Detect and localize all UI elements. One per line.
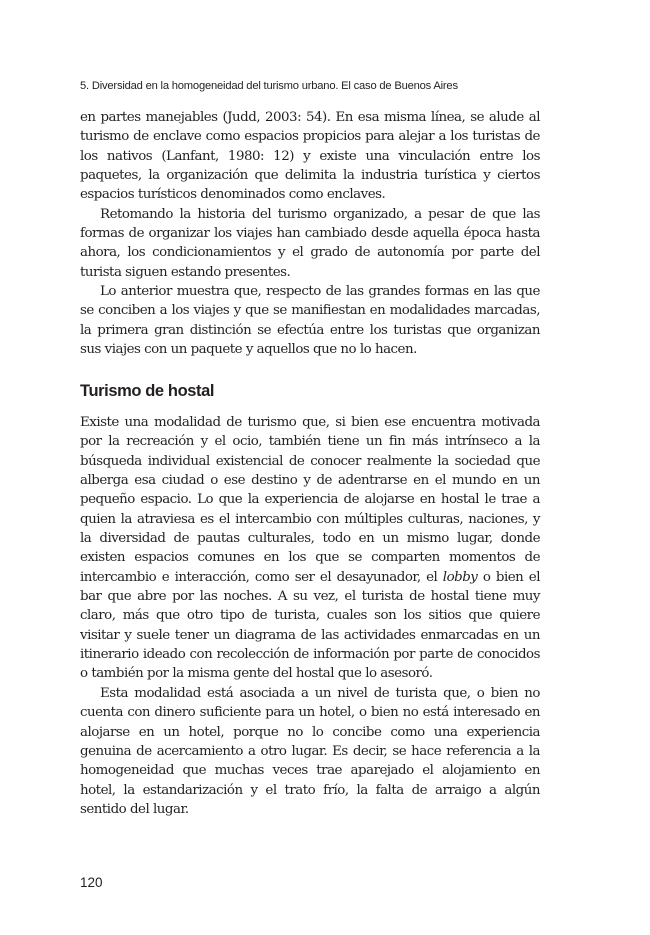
running-head: 5. Diversidad en la homogeneidad del turismo urbano. El caso de Buenos Aires: [80, 80, 458, 92]
italic-term: lobby: [442, 569, 478, 585]
paragraph: en partes manejables (Judd, 2003: 54). En esa misma línea, se alude al turismo de enclave como espacios propicios para alejar a los turistas de los nativos (Lanfant, 1980: 12) y existe una vinculación entre los paquetes, la organización que delimita la industria turística y ciertos espacios turísticos denominados como enclaves.: [80, 110, 540, 203]
section-body: [80, 413, 540, 819]
section-heading: Turismo de hostal: [80, 382, 215, 400]
paragraph: Esta modalidad está asociada a un nivel de turista que, o bien no cuenta con dinero suficiente para un hotel, o bien no está interesado en alojarse en un hotel, porque no lo concibe como una experiencia genuina de acercamiento a otro lugar. Es decir, se hace referencia a la homogeneidad que muchas veces trae aparejado el alojamiento en hotel, la estandarización y el trato frío, la falta de arraigo a algún sentido del lugar.: [80, 685, 540, 817]
page-number: 120: [80, 875, 103, 890]
paragraph-text: Existe una modalidad de turismo que, si bien ese encuentra motivada por la recreación y el ocio, también tiene un fin más intrínseco a la búsqueda individual existencial de conocer realmente la sociedad que alberga esa ciudad o ese destino y de adentrarse en el mundo en un pequeño espacio. Lo que la experiencia de alojarse en hostal le trae a quien la atraviesa es el intercambio con múltiples culturas, naciones, y la diversidad de pautas culturales, todo en un mismo lugar, donde existen espacios comunes en los que se comparten momentos de intercambio e interacción, como ser el desayunador, el: [80, 415, 540, 585]
paragraph: [80, 413, 540, 684]
body-text-top: [80, 108, 540, 359]
paragraph: Lo anterior muestra que, respecto de las grandes formas en las que se conciben a los viajes y que se manifiestan en modalidades marcadas, la primera gran distinción se efectúa entre los turistas que organizan sus viajes con un paquete y aquellos que no lo hacen.: [80, 284, 540, 358]
paragraph-text: o bien el bar que abre por las noches. A su vez, el turista de hostal tiene muy claro, más que otro tipo de turista, cuales son los sitios que quiere visitar y suele tener un diagrama de las actividades enmarcadas en un itinerario ideado con recolección de información por parte de conocidos o también por la misma gente del hostal que lo asesoró.: [80, 569, 540, 682]
paragraph: Retomando la historia del turismo organizado, a pesar de que las formas de organizar los viajes han cambiado desde aquella época hasta ahora, los condicionamientos y el grado de autonomía por parte del turista siguen estando presentes.: [80, 206, 540, 280]
